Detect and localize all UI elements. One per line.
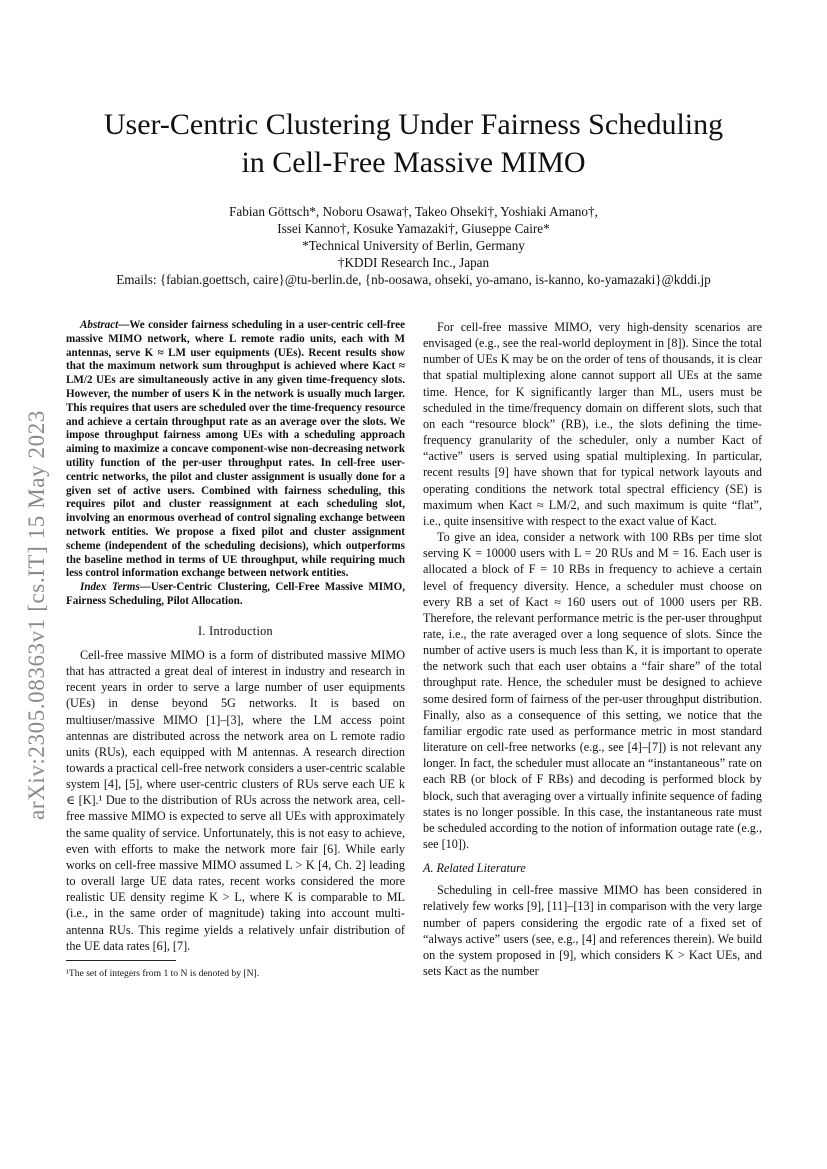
- section-heading-introduction: I. Introduction: [198, 623, 273, 638]
- intro-paragraph-1: Cell-free massive MIMO is a form of distributed massive MIMO that has attracted a great deal of interest in industry and research in recent years in order to serve a large number of user equipments (UEs) in dense beyond 5G networks. It is based on multiuser/massive MIMO [1]–[3], where the LM access point antennas are distributed across the network area on L remote radio units (RUs), each equipped with M antennas. A research direction towards a practical cell-free network considers a user-centric scalable system [4], [5], where user-centric clusters of RUs serve each UE k ∈ [K].¹ Due to the distribution of RUs across the network area, cell-free massive MIMO is expected to serve all UEs with approximately the same quality of service. Unfortunately, this is not easy to achieve, even with efforts to make the network more fair [6]. While early works on cell-free massive MIMO assumed L > K [4, Ch. 2] leading to overall large UE data rates, recent works considered the more realistic UE density regime K > L, where K is comparable to ML (i.e., in the same order of magnitude) taking into account multi-antenna RUs. This regime yields a relatively unfair distribution of the UE data rates [6], [7].: [66, 647, 405, 953]
- affiliation-1: *Technical University of Berlin, Germany: [302, 238, 525, 253]
- paper-title: [40, 106, 787, 182]
- right-paragraph-1: For cell-free massive MIMO, very high-density scenarios are envisaged (e.g., see the real-world deployment in [8]). Since the total number of UEs K may be on the order of tens of thousands, it is clear that spatial multiplexing alone cannot support all UEs at the same time. Hence, for K significantly larger than ML, users must be scheduled in the time/frequency domain on different slots, such that on each “resource block” (RB), i.e., the slots defining the time-frequency granularity of the scheduler, only a number Kact of “active” users is served using spatial multiplexing. In particular, recent results [9] have shown that for typical network layouts and operating conditions the network total spectral efficiency (SE) is maximum when Kact ≈ LM/2, and such maximum is quite “flat”, i.e., quite insensitive with respect to the exact value of Kact.: [423, 320, 762, 528]
- left-column: [66, 319, 405, 980]
- index-terms-text: —User-Centric Clustering, Cell-Free Massive MIMO, Fairness Scheduling, Pilot Allocation.: [66, 581, 405, 607]
- subsection-heading-related-literature: A. Related Literature: [423, 861, 526, 876]
- abstract-text: —We consider fairness scheduling in a user-centric cell-free massive MIMO network, where L remote radio units, each with M antennas, serve K ≈ LM user equipments (UEs). Recent results show that the maximum network sum throughput is achieved where Kact ≈ LM/2 UEs are simultaneously active in any given time-frequency slots. However, the number of users K in the network is usually much larger. This requires that users are scheduled over the time-frequency resource and achieve a certain throughput rate as an average over the slots. We impose throughput fairness among UEs with a scheduling approach aiming to maximize a concave component-wise non-decreasing network utility function of the per-user throughput rates. In cell-free user-centric networks, the pilot and cluster assignment is usually done for a given set of active users. Combined with fairness scheduling, this requires pilot and cluster reassignment at each scheduling slot, involving an enormous overhead of control signaling exchange between network entities. We propose a fixed pilot and cluster assignment scheme (independent of the scheduling decisions), which outperforms the baseline method in terms of UE throughput, while requiring much less control information exchange between network entities.: [66, 319, 405, 580]
- arxiv-stamp: [22, 365, 52, 865]
- index-terms: [66, 581, 405, 609]
- right-paragraph-2: To give an idea, consider a network with 100 RBs per time slot serving K = 10000 users with L = 20 RUs and M = 16. Each user is allocated a block of F = 10 RBs in frequency to achieve a certain level of frequency diversity. Hence, a scheduler must choose on every RB a set of Kact ≈ 160 users out of 1000 users per RB. Therefore, the relevant performance metric is the per-user throughput rate, i.e., the rate averaged over a long sequence of slots. Since the number of active users is much less than K, it is important to operate the network such that each user obtains a “fair share” of the total throughput rate. Hence, the scheduler must be designed to achieve some desired form of fairness of the per-user throughput distribution. Finally, also as a consequence of this setting, we notice that the familiar ergodic rate used as performance metric in most standard literature on cell-free networks (e.g., see [4]–[7]) is not relevant any longer. In fact, the scheduler must allocate an “instantaneous” rate on each RB (or block of F RBs) and decoding is performed block by block, such that averaging over a virtually infinite sequence of fading states is no longer possible. In this case, the instantaneous rate must be scheduled according to the notion of information outage rate (e.g., see [10]).: [423, 530, 762, 851]
- right-column: [423, 319, 762, 979]
- authors-line-1: Fabian Göttsch*, Noboru Osawa†, Takeo Ohseki†, Yoshiaki Amano†,: [229, 204, 598, 219]
- title-line-1: User-Centric Clustering Under Fairness Scheduling: [103, 108, 724, 141]
- arxiv-stamp-text: arXiv:2305.08363v1 [cs.IT] 15 May 2023: [24, 410, 49, 820]
- emails: Emails: {fabian.goettsch, caire}@tu-berlin.de, {nb-oosawa, ohseki, yo-amano, is-kanno, ko-yamazaki}@kddi.jp: [116, 272, 711, 287]
- authors-line-2: Issei Kanno†, Kosuke Yamazaki†, Giuseppe Caire*: [277, 221, 550, 236]
- right-paragraph-3: Scheduling in cell-free massive MIMO has been considered in relatively few works [9], [11]–[13] in comparison with the very large number of papers considering the ergodic rate of a fixed set of “always active” users (see, e.g., [4] and references therein). We build on the system proposed in [9], which considers K > Kact UEs, and sets Kact as the number: [423, 883, 762, 979]
- footnote-1: ¹The set of integers from 1 to N is denoted by [N].: [66, 967, 260, 979]
- title-line-2: in Cell-Free Massive MIMO: [241, 146, 586, 179]
- affiliation-2: †KDDI Research Inc., Japan: [337, 255, 490, 270]
- author-block: [60, 203, 767, 288]
- index-terms-label: Index Terms: [80, 581, 140, 594]
- footnote-rule: [66, 960, 176, 965]
- abstract-label: Abstract: [80, 319, 119, 331]
- abstract: [66, 319, 405, 581]
